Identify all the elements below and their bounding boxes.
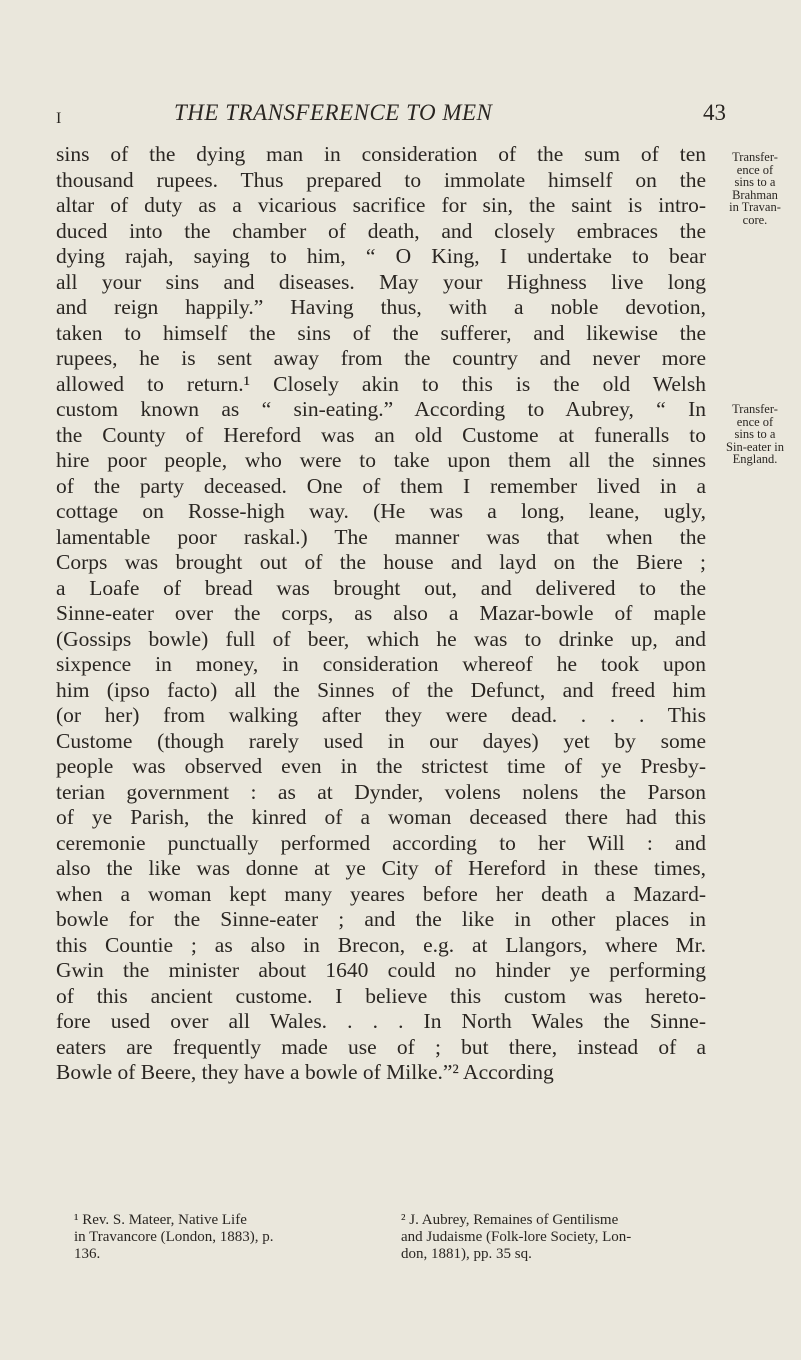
text-line: when a woman kept many yeares before her death a Mazard- (56, 881, 706, 906)
margin-note-sin-eater (712, 403, 798, 466)
text-line: (or her) from walking after they were dead. . . . This (56, 703, 706, 727)
margin-note-line: in Travan- (729, 200, 781, 215)
text-line: lamentable poor raskal.) The manner was that when the (56, 524, 706, 549)
text-line: him (ipso facto) all the Sinnes of the Defunct, and freed him (56, 677, 706, 702)
margin-note-line: sins to a (734, 427, 776, 442)
text-line: duced into the chamber of death, and closely embraces the (56, 218, 706, 243)
text-line: eaters are frequently made use of ; but there, instead of a (56, 1034, 706, 1059)
text-line: Gwin the minister about 1640 could no hinder ye performing (56, 958, 706, 982)
text-line: Custome (though rarely used in our dayes) yet by some (56, 728, 706, 753)
body-text (56, 142, 706, 1086)
margin-note-line: Transfer- (732, 402, 778, 416)
text-line: bowle for the Sinne-eater ; and the like in other places in (56, 907, 706, 931)
text-line: fore used over all Wales. . . . In North Wales the Sinne- (56, 1009, 706, 1033)
text-line: (Gossips bowle) full of beer, which he was to drinke up, and (56, 626, 706, 651)
text-line: of the party deceased. One of them I remember lived in a (56, 473, 706, 498)
text-line: hire poor people, who were to take upon them all the sinnes (56, 448, 706, 472)
text-line: people was observed even in the strictest time of ye Presby- (56, 754, 706, 778)
text-line: this Countie ; as also in Brecon, e.g. at Llangors, where Mr. (56, 932, 706, 957)
footnote-line: don, 1881), pp. 35 sq. (401, 1246, 532, 1262)
margin-note-line: core. (742, 212, 768, 227)
page-number: 43 (703, 100, 726, 125)
margin-note-line: ence of (736, 414, 774, 429)
text-line: ceremonie punctually performed according to her Will : and (56, 830, 706, 855)
footnote-1 (74, 1212, 384, 1263)
margin-note-line: sins to a (734, 175, 776, 190)
text-line: sixpence in money, in consideration whereof he took upon (56, 652, 706, 676)
footnote-line: 136. (74, 1246, 101, 1262)
margin-note-line: England. (732, 452, 778, 467)
text-line: Bowle of Beere, they have a bowle of Milke.”² According (56, 1060, 554, 1084)
text-line: custom known as “ sin-eating.” According to Aubrey, “ In (56, 397, 706, 421)
text-line: altar of duty as a vicarious sacrifice for sin, the saint is intro- (56, 193, 706, 217)
text-line: of this ancient custome. I believe this custom was hereto- (56, 983, 706, 1008)
text-line: dying rajah, saying to him, “ O King, I undertake to bear (56, 244, 706, 268)
text-line: cottage on Rosse-high way. (He was a long, leane, ugly, (56, 499, 706, 523)
text-line: Sinne-eater over the corps, as also a Mazar-bowle of maple (56, 601, 706, 625)
text-line: Corps was brought out of the house and layd on the Biere ; (56, 550, 706, 574)
text-line: terian government : as at Dynder, volens nolens the Parson (56, 779, 706, 804)
text-line: also the like was donne at ye City of Hereford in these times, (56, 856, 706, 880)
text-line: allowed to return.¹ Closely akin to this is the old Welsh (56, 371, 706, 396)
running-title: THE TRANSFERENCE TO MEN (174, 100, 493, 125)
text-line: thousand rupees. Thus prepared to immolate himself on the (56, 167, 706, 192)
margin-note-brahman (712, 151, 798, 227)
footnote-line: and Judaisme (Folk-lore Society, Lon- (401, 1229, 632, 1245)
text-line: taken to himself the sins of the sufferer, and likewise the (56, 320, 706, 345)
text-line: the County of Hereford was an old Custome at funeralls to (56, 422, 706, 447)
margin-note-line: Transfer- (732, 150, 778, 164)
text-line: sins of the dying man in consideration of the sum of ten (56, 142, 706, 166)
text-line: and reign happily.” Having thus, with a noble devotion, (56, 295, 706, 319)
running-header (56, 100, 726, 134)
footnote-line: ² J. Aubrey, Remaines of Gentilisme (401, 1212, 619, 1228)
text-line: all your sins and diseases. May your Highness live long (56, 269, 706, 294)
footnote-2 (401, 1212, 711, 1263)
text-line: a Loafe of bread was brought out, and delivered to the (56, 575, 706, 600)
footnote-line: in Travancore (London, 1883), p. (74, 1229, 274, 1245)
text-line: rupees, he is sent away from the country and never more (56, 346, 706, 370)
text-line: of ye Parish, the kinred of a woman deceased there had this (56, 805, 706, 829)
margin-note-line: ence of (736, 162, 774, 177)
margin-note-line: Brahman (732, 187, 778, 202)
chapter-number: I (56, 110, 62, 127)
margin-note-line: Sin-eater in (726, 439, 784, 454)
footnote-line: ¹ Rev. S. Mateer, Native Life (74, 1212, 247, 1228)
